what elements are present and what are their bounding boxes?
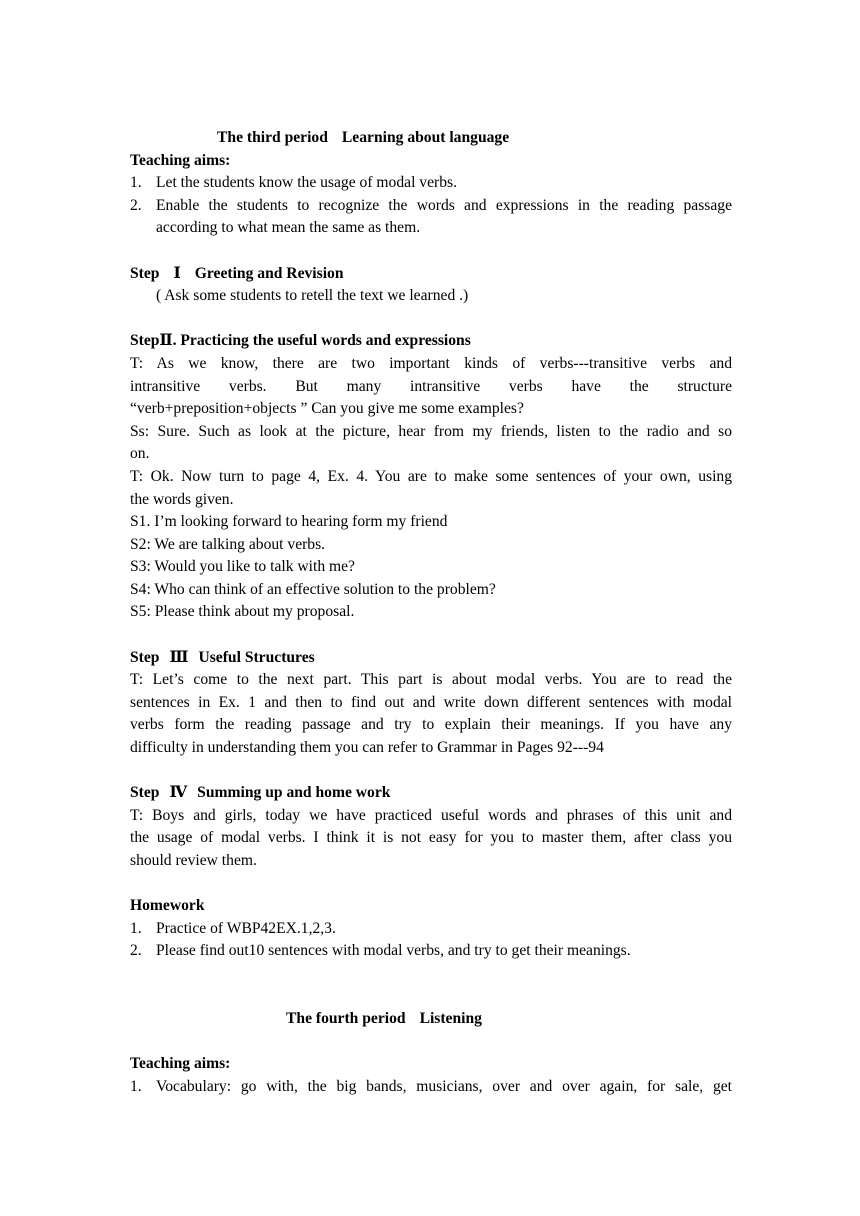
step-4-line: should review them. [130,852,257,869]
step-4-heading: Step Ⅳ Summing up and home work [130,784,391,802]
step-2-line: T: Ok. Now turn to page 4, Ex. 4. You are to make some sentences of your own, using [130,467,732,485]
step-2-line: S2: We are talking about verbs. [130,535,326,553]
step-2-line: intransitive verbs. But many intransitive verbs have the structure [130,377,732,395]
homework-heading: Homework [130,897,205,915]
step-2-line: S3: Would you like to talk with me? [130,558,355,576]
period-title-third: The third period Learning about language [217,129,510,146]
step-2-line: Ss: Sure. Such as look at the picture, hear from my friends, listen to the radio and so [130,422,732,440]
step-3-line: sentences in Ex. 1 and then to find out and write down different sentences with modal [130,693,732,711]
step-2-line: S4: Who can think of an effective solution to the problem? [130,580,496,598]
teaching-aims-heading: Teaching aims: [130,151,231,169]
document-body [130,127,732,1099]
step-3-line: verbs form the reading passage and try to explain their meanings. If you have any [130,716,732,734]
aim2-item-1: 1. Vocabulary: go with, the big bands, musicians, over and over again, for sale, get [130,1077,732,1095]
step-2-heading: StepⅡ. Practicing the useful words and expressions [130,332,471,350]
step-2-line: “verb+preposition+objects ” Can you give me some examples? [130,400,524,418]
step-2-line: the words given. [130,490,234,508]
step-3-heading: Step Ⅲ Useful Structures [130,648,315,666]
period-title-fourth: The fourth period Listening [286,1010,482,1028]
teaching-aims-heading-2: Teaching aims: [130,1055,231,1073]
step-3-line: difficulty in understanding them you can refer to Grammar in Pages 92---94 [130,739,604,757]
step-4-line: T: Boys and girls, today we have practiced useful words and phrases of this unit and [130,806,732,824]
step-2-line: S5: Please think about my proposal. [130,603,355,621]
aim-item-1: 1. Let the students know the usage of modal verbs. [130,174,457,192]
homework-item-1: 1. Practice of WBP42EX.1,2,3. [130,919,336,937]
aim-item-2-continued: according to what mean the same as them. [156,219,421,237]
step-1-note: ( Ask some students to retell the text we learned .) [156,287,469,305]
step-3-line: T: Let’s come to the next part. This part is about modal verbs. You are to read the [130,671,732,689]
homework-item-2: 2. Please find out10 sentences with modal verbs, and try to get their meanings. [130,942,631,960]
step-4-line: the usage of modal verbs. I think it is not easy for you to master them, after class you [130,829,732,847]
step-2-line: on. [130,445,150,463]
step-2-line: S1. I’m looking forward to hearing form my friend [130,513,448,531]
step-1-heading: Step Ⅰ Greeting and Revision [130,264,344,282]
step-2-line: T: As we know, there are two important kinds of verbs---transitive verbs and [130,354,732,372]
aim-item-2: 2. Enable the students to recognize the words and expressions in the reading passage [130,196,732,214]
